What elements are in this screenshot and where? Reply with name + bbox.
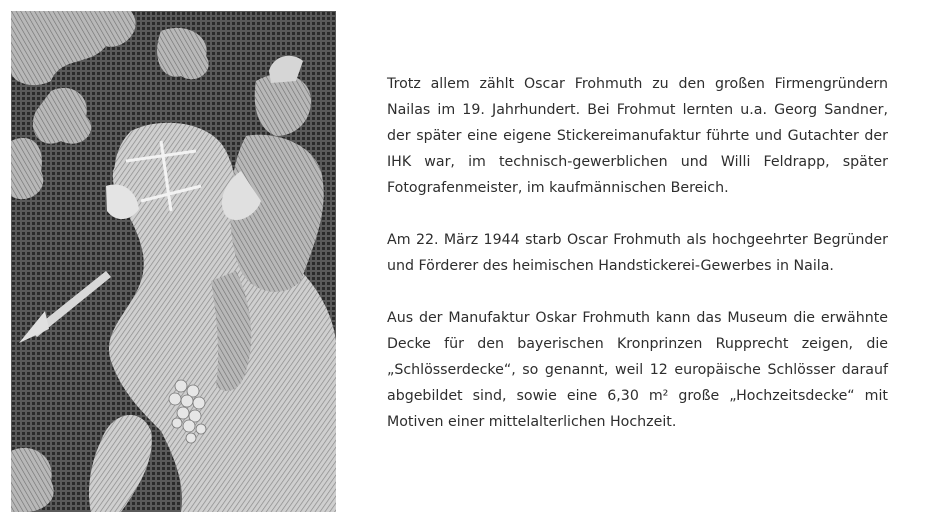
embroidery-photo xyxy=(11,11,336,512)
paragraph-frohmuth-founders: Trotz allem zählt Oscar Frohmuth zu den großen Firmengründern Nailas im 19. Jahrhundert. Bei Frohmut lernten u.a. Georg Sandner, der später eine eigene Stickereimanufaktur führte und Gutachter der IHK war, im technisch-gewerblichen und Willi Feldrapp, später Fotografenmeister, im kaufmännischen Bereich. xyxy=(387,76,888,196)
paragraph-death-1944: Am 22. März 1944 starb Oscar Frohmuth als hochgeehrter Begründer und Förderer des heimischen Handstickerei-Gewerbes in Naila. xyxy=(387,232,888,274)
article-text xyxy=(387,71,888,461)
paragraph-museum-blankets: Aus der Manufaktur Oskar Frohmuth kann das Museum die erwähnte Decke für den bayerischen Kronprinzen Rupprecht zeigen, die „Schlösserdecke“, so genannt, weil 12 europäische Schlösser darauf abgebildet sind, sowie eine 6,30 m² große „Hochzeitsdecke“ mit Motiven einer mittelalterlichen Hochzeit. xyxy=(387,310,888,430)
